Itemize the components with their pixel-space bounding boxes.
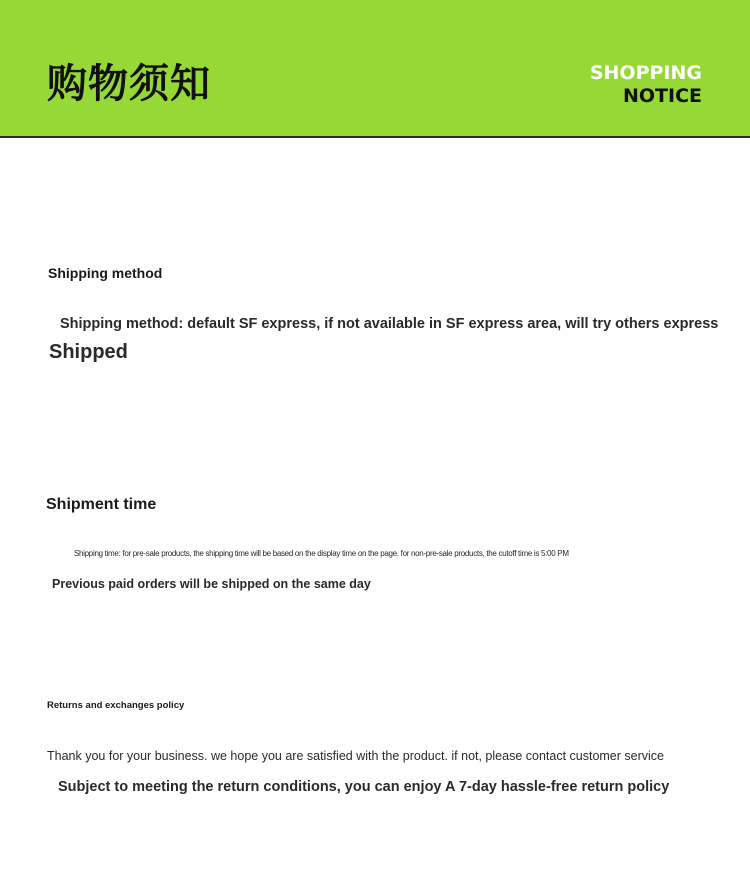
- shipping-line-1: Shipping method: default SF express, if not available in SF express area, will try others express: [60, 316, 719, 332]
- returns-line-2: Subject to meeting the return conditions, you can enjoy A 7-day hassle-free return policy: [58, 779, 670, 795]
- header-banner: [0, 0, 750, 138]
- subtitle-line-2: NOTICE: [622, 85, 702, 107]
- returns-heading: Returns and exchanges policy: [47, 700, 185, 711]
- shipping-heading: Shipping method: [48, 265, 163, 281]
- page-subtitle: [590, 62, 702, 108]
- shipment-time-line-1: Shipping time: for pre-sale products, the shipping time will be based on the display time on the page. for non-pre-sale products, the cutoff time is 5:00 PM: [74, 549, 569, 558]
- subtitle-line-1: SHOPPING: [589, 62, 702, 84]
- returns-line-1: Thank you for your business. we hope you are satisfied with the product. if not, please contact customer service: [47, 749, 664, 763]
- page-title: 购物须知: [47, 61, 211, 107]
- shipping-line-2: Shipped: [49, 341, 128, 363]
- shipment-time-line-2: Previous paid orders will be shipped on the same day: [52, 577, 371, 591]
- shipment-time-heading: Shipment time: [46, 496, 157, 513]
